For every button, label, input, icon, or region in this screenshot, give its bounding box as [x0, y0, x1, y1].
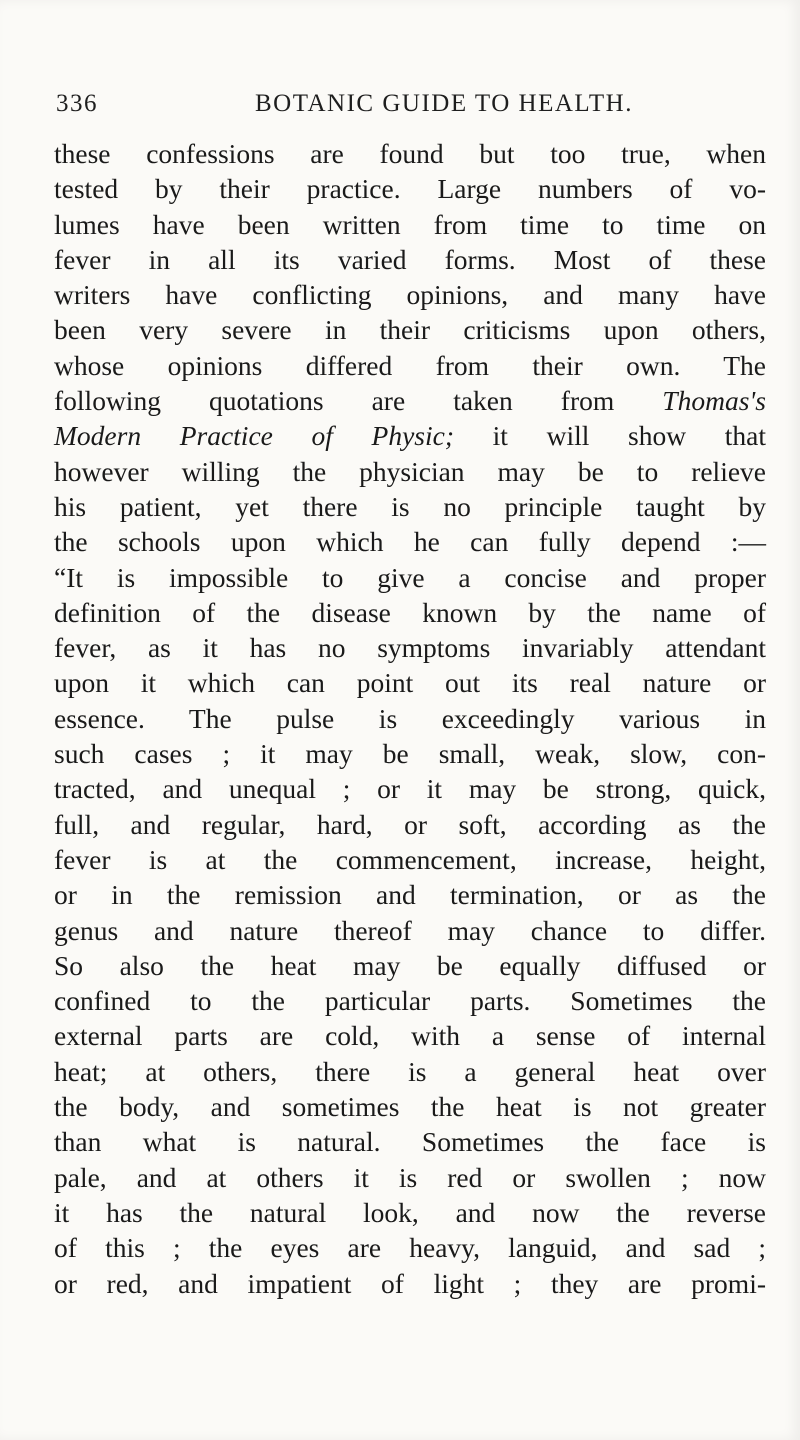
text-segment: So also the heat may be equally diffused or — [54, 949, 766, 981]
text-line — [54, 489, 766, 524]
text-line — [54, 312, 766, 347]
text-line — [54, 1089, 766, 1124]
text-line — [54, 383, 766, 418]
text-segment: upon it which can point out its real nature or — [54, 667, 766, 699]
body-text — [54, 136, 766, 1301]
text-segment: fever in all its varied forms. Most of these — [54, 243, 766, 275]
running-head: BOTANIC GUIDE TO HEALTH. — [255, 90, 633, 117]
italic-text: Thomas's — [662, 385, 766, 417]
text-segment: these confessions are found but too true, when — [54, 138, 766, 169]
page-header — [56, 90, 756, 126]
text-segment: the schools upon which he can fully depend :— — [54, 526, 766, 558]
text-segment: or red, and impatient of light ; they are promi- — [54, 1267, 766, 1299]
text-line — [54, 524, 766, 559]
text-segment: fever is at the commencement, increase, height, — [54, 843, 766, 875]
text-segment: genus and nature thereof may chance to differ. — [54, 914, 766, 946]
text-line — [54, 560, 766, 595]
text-line — [54, 171, 766, 206]
text-segment: however willing the physician may be to relieve — [54, 455, 766, 487]
text-segment: been very severe in their criticisms upon others, — [54, 314, 766, 346]
text-line — [54, 1266, 766, 1301]
text-segment: pale, and at others it is red or swollen ; now — [54, 1161, 766, 1193]
text-line — [54, 771, 766, 806]
text-line — [54, 207, 766, 242]
text-line — [54, 913, 766, 948]
text-segment: his patient, yet there is no principle taught by — [54, 490, 766, 522]
text-line — [54, 136, 766, 171]
text-line — [54, 454, 766, 489]
page-number: 336 — [56, 90, 98, 117]
text-segment: heat; at others, there is a general heat over — [54, 1055, 766, 1087]
text-line — [54, 418, 766, 453]
text-segment: lumes have been written from time to time on — [54, 208, 766, 240]
italic-text: Modern Practice of Physic; — [54, 420, 455, 452]
text-segment: or in the remission and termination, or as the — [54, 879, 766, 911]
text-segment: following quotations are taken from — [54, 385, 663, 417]
text-line — [54, 842, 766, 877]
text-segment: external parts are cold, with a sense of internal — [54, 1020, 766, 1052]
text-line — [54, 701, 766, 736]
text-line — [54, 1054, 766, 1089]
text-line — [54, 807, 766, 842]
text-line — [54, 242, 766, 277]
text-segment: essence. The pulse is exceedingly various in — [54, 702, 766, 734]
text-line — [54, 348, 766, 383]
text-segment: confined to the particular parts. Sometimes the — [54, 985, 766, 1017]
text-line — [54, 877, 766, 912]
text-segment: fever, as it has no symptoms invariably attendant — [54, 632, 766, 664]
text-line — [54, 630, 766, 665]
text-line — [54, 948, 766, 983]
text-line — [54, 1160, 766, 1195]
text-segment: such cases ; it may be small, weak, slow, con- — [54, 738, 766, 770]
text-line — [54, 1124, 766, 1159]
text-segment: it has the natural look, and now the reverse — [54, 1196, 766, 1228]
text-line — [54, 1018, 766, 1053]
text-line — [54, 983, 766, 1018]
text-segment: full, and regular, hard, or soft, according as the — [54, 808, 766, 840]
text-segment: tracted, and unequal ; or it may be strong, quick, — [54, 773, 766, 805]
text-line — [54, 1230, 766, 1265]
text-segment: than what is natural. Sometimes the face is — [54, 1126, 766, 1158]
text-segment: “It is impossible to give a concise and proper — [54, 561, 766, 593]
text-segment: whose opinions differed from their own. The — [54, 349, 766, 381]
text-segment: the body, and sometimes the heat is not greater — [54, 1091, 766, 1123]
text-line — [54, 277, 766, 312]
text-segment: it will show that — [454, 420, 766, 452]
text-line — [54, 665, 766, 700]
text-line — [54, 595, 766, 630]
text-segment: tested by their practice. Large numbers of vo- — [54, 173, 766, 205]
text-line — [54, 736, 766, 771]
text-segment: of this ; the eyes are heavy, languid, and sad ; — [54, 1232, 766, 1264]
text-segment: definition of the disease known by the name of — [54, 596, 766, 628]
text-line — [54, 1195, 766, 1230]
text-segment: writers have conflicting opinions, and many have — [54, 279, 766, 311]
